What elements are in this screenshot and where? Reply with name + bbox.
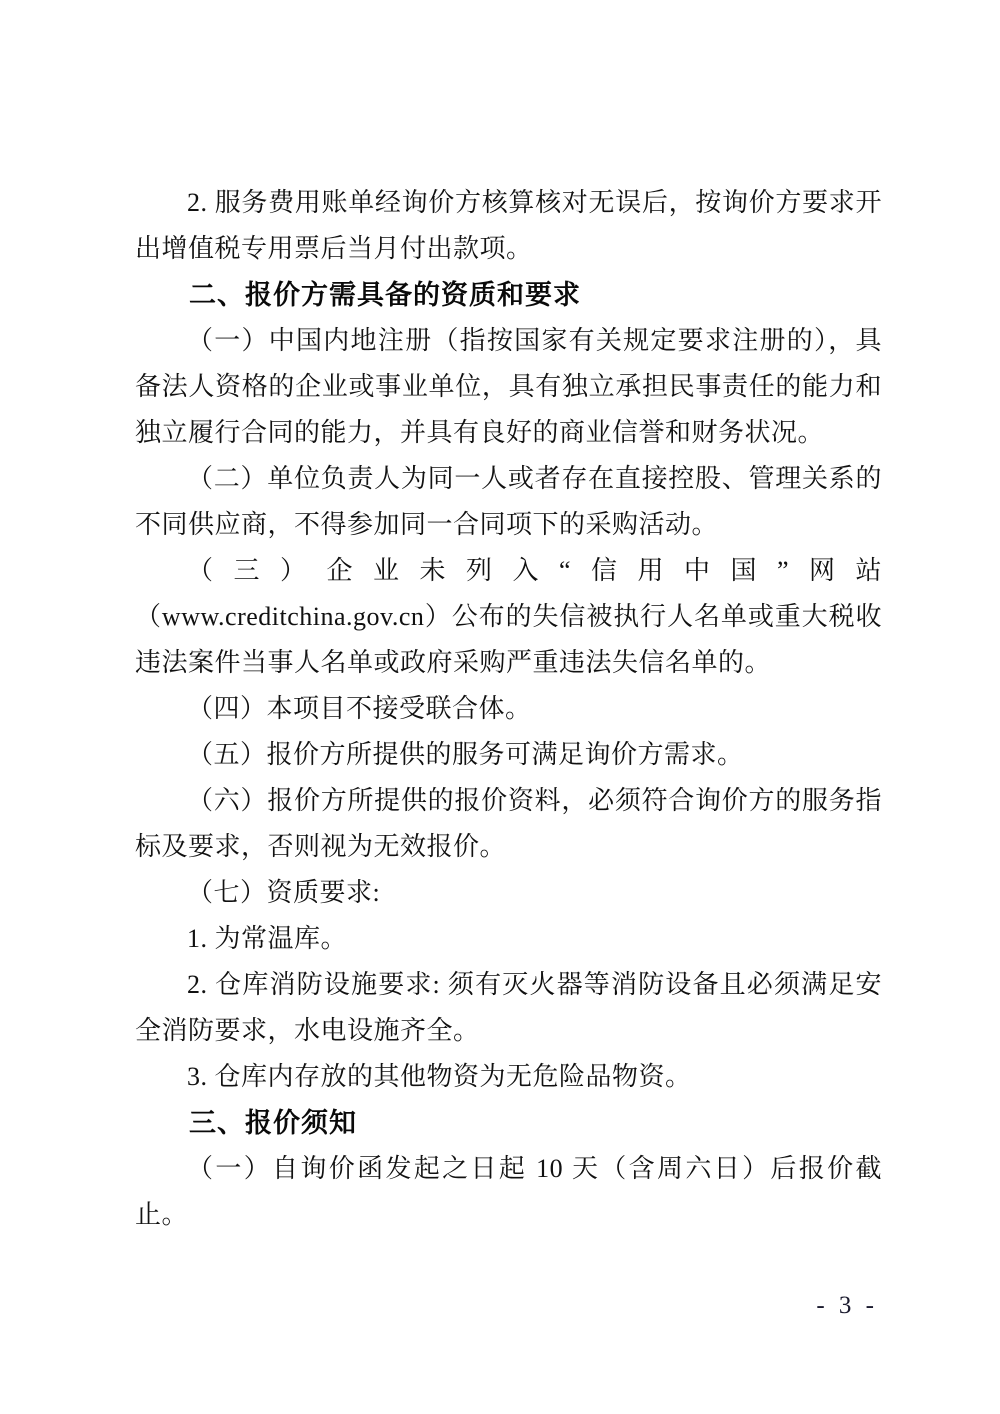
paragraph-requirement-3: 3. 仓库内存放的其他物资为无危险品物资。: [187, 1062, 692, 1091]
paragraph-payment-terms: 2. 服务费用账单经询价方核算核对无误后，按询价方要求开出增值税专用票后当月付出款项。: [135, 188, 882, 263]
section-heading-3: 三、报价须知: [189, 1108, 357, 1138]
paragraph-qualification-3: （三）企业未列入“信用中国”网站（www.creditchina.gov.cn）公布的失信被执行人名单或重大税收违法案件当事人名单或政府采购严重违法失信名单的。: [135, 556, 882, 677]
page-number: - 3 -: [816, 1292, 878, 1319]
paragraph-qualification-1: （一）中国内地注册（指按国家有关规定要求注册的），具备法人资格的企业或事业单位，具有独立承担民事责任的能力和独立履行合同的能力，并具有良好的商业信誉和财务状况。: [135, 326, 882, 447]
paragraph-requirement-1: 1. 为常温库。: [187, 924, 348, 953]
paragraph-requirement-2: 2. 仓库消防设施要求: 须有灭火器等消防设备且必须满足安全消防要求，水电设施齐全。: [135, 970, 882, 1045]
paragraph-qualification-5: （五）报价方所提供的服务可满足询价方需求。: [187, 740, 744, 769]
paragraph-quote-notice-1: （一）自询价函发起之日起 10 天（含周六日）后报价截止。: [135, 1154, 882, 1229]
paragraph-qualification-2: （二）单位负责人为同一人或者存在直接控股、管理关系的不同供应商，不得参加同一合同项下的采购活动。: [135, 464, 882, 539]
paragraph-qualification-7: （七）资质要求:: [187, 878, 381, 907]
paragraph-qualification-6: （六）报价方所提供的报价资料，必须符合询价方的服务指标及要求，否则视为无效报价。: [135, 786, 882, 861]
paragraph-qualification-4: （四）本项目不接受联合体。: [187, 694, 532, 723]
section-heading-2: 二、报价方需具备的资质和要求: [189, 280, 581, 310]
document-body: [135, 180, 882, 1238]
